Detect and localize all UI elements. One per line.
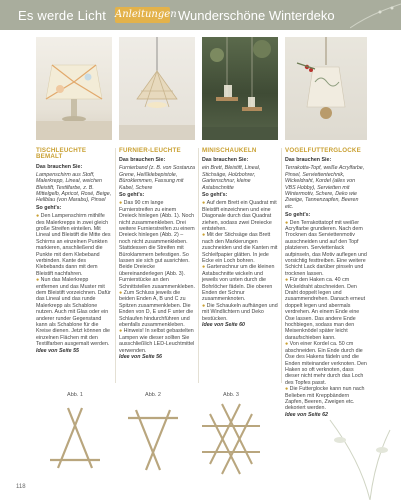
photo-mini-swings [202, 37, 278, 140]
page-number: 118 [16, 484, 26, 490]
materials-list: ein Brett, Bleistift, Lineal, Stichsäge, Holzbohrer, Gartenschnur, kleine Astabschnitte [202, 165, 261, 191]
bullet-icon: ● [119, 200, 124, 207]
idea-reference: Idee von Seite 55 [36, 347, 79, 354]
column-divider [115, 148, 116, 383]
column-divider [198, 148, 199, 383]
howto-label: So geht's: [285, 211, 311, 218]
bullet-icon: ● [202, 264, 207, 271]
bullet-icon: ● [119, 290, 124, 297]
photo-veneer-lamp [119, 37, 195, 140]
step: ● Die Futterglocke kann nun nach Belieben mit Kreppbändern Zapfen, Beeren, Zweigen etc. dekoriert werden. [285, 386, 365, 412]
photo-table-lamp [36, 37, 112, 140]
figure-3 [196, 392, 266, 472]
step: ● Hinweis! In selbst gebastelten Lampen wie dieser sollten Sie ausschließlich LED-Leuchtmittel verwenden. [119, 328, 195, 354]
step: ● Zum Schluss jeweils die beiden Enden A, B und C zu Spitzen zusammenkleben. Die Enden von D, E und F unter die Schlaufen hindurchführen und ebenfalls zusammenkleben. [119, 290, 194, 329]
howto-label: So geht's: [119, 192, 145, 199]
photo-bird-feeder-bell [285, 37, 367, 140]
column-title: FURNIER-LEUCHTE [119, 147, 181, 154]
header-right-title: Wunderschöne Winterdeko [178, 8, 335, 23]
figure-caption: Abb. 1 [67, 392, 83, 398]
step: ● Für den Haken ca. 40 cm Wickeldraht abschneiden. Den Draht doppelt legen und zusammendrehen. Danach erneut doppelt legen und abermals verdrehen. An einem Ende eine Öse lassen. Das andere Ende hochbiegen, sodass man den Meisenknödel später leicht daraufschieben kann. [285, 277, 366, 341]
page-header [0, 0, 401, 30]
instruction-column-veneer-lamp [119, 148, 195, 362]
materials-list: Furnierband (z. B. von Sostanza Grene, Heißklebepistole, Büroklemmen, Fassung mit Kabel, Schere [119, 165, 195, 191]
step: ● Die Schaukeln aufhängen und mit Windlichtern und Deko bestücken. [202, 302, 278, 322]
bullet-icon: ● [285, 386, 290, 393]
bullet-icon: ● [285, 277, 290, 284]
howto-label: So geht's: [36, 205, 62, 212]
bullet-icon: ● [285, 341, 290, 348]
bullet-icon: ● [36, 213, 41, 220]
step: ● Auf dem Brett ein Quadrat mit Bleistift einzeichnen und eine Diagonale durch das Quadrat ziehen, sodass zwei Dreiecke entstehen. [202, 200, 277, 232]
triangle-diagram-icon [40, 400, 110, 480]
step: ● Den Lampenschirm mithilfe des Malerkrepps in zwei gleich große Streifen einteilen. Mit Lineal und Bleistift die Mitte des Schirms an einzelnen Punkten markieren, anschließend die Punkte mit dem Klebeband verbinden. Kante des Klebebands dann mit dem Bleistift nachfahren. [36, 213, 111, 277]
figure-1 [40, 392, 110, 472]
materials-label: Das brauchen Sie: [285, 157, 332, 164]
idea-reference: Idee von Seite 60 [202, 322, 245, 329]
figure-2 [118, 392, 188, 472]
figure-caption: Abb. 2 [145, 392, 161, 398]
step: ● Den Terrakottatopf mit weißer Acrylfarbe grundieren. Nach dem Trocknen das Serviettenmotiv ausschneiden und auf den Topf platzieren. Serviettenlack aufpinseln, das Motiv auflegen und vorsichtig festtreiben. Eine weitere Schicht Lack darüber pinseln und trocknen lassen. [285, 219, 367, 277]
header-left-title: Es werde Licht [18, 8, 107, 23]
bullet-icon: ● [202, 232, 207, 239]
anleitungen-badge: Anleitungen [115, 7, 170, 23]
step: ● Mit der Stichsäge das Brett nach den Markierungen zuschneiden und die Kanten mit Schleifpapier glätten. In jede Ecke ein Loch bohren. [202, 232, 278, 264]
bullet-icon: ● [119, 328, 124, 335]
instruction-column-mini-swings [202, 148, 278, 330]
column-title: MINISCHAUKELN [202, 147, 257, 154]
idea-reference: Idee von Seite 56 [119, 354, 162, 361]
column-title: VOGELFUTTERGLOCKE [285, 147, 361, 154]
instruction-column-bird-feeder [285, 148, 367, 420]
step: ● Nun das Malerkrepp entfernen und das Muster mit dem Bleistift vorzeichnen. Dafür das Lineal und das runde Malerkrepp als Schablone nutzen. Auch mit Glas oder ein anderer runder Gegenstand kann als Schablone für die Kreise dienen. Jetzt können die einzelnen Flächen mit den Textilfarben ausgemalt werden. [36, 277, 111, 348]
materials-list: Lampenschirm aus Stoff, Malerkrepp, Lineal, weichen Bleistift, Textilfarbe, z. B. Mittelgelb, Apricot, Rosé, Beige, Hellblau (von Marabu), Pinsel [36, 171, 112, 204]
idea-reference: Idee von Seite 62 [285, 411, 328, 418]
instruction-column-table-lamp [36, 148, 112, 356]
bullet-icon: ● [202, 302, 207, 309]
bullet-icon: ● [285, 219, 290, 226]
star-diagram-icon [196, 400, 266, 480]
plant-decoration-icon [300, 400, 395, 500]
step: ● Das 90 cm lange Furnierstreifen zu einem Dreieck hinlegen (Abb. 1). Noch nicht zusammenkleben. Drei weitere Furnierstreifen zu einem Dreieck hinlegen (Abb. 2) – noch nicht zusammenkleben. Stattdessen die Streifen mit Büroklammern befestigen. So lassen sie sich gut ausrichten. Beide Dreiecke übereinanderlegen (Abb. 3). Furnierstücke an den Schnittstellen zusammenkleben. [119, 200, 195, 290]
bullet-icon: ● [36, 277, 41, 284]
column-divider [281, 148, 282, 383]
figure-caption: Abb. 3 [223, 392, 239, 398]
materials-label: Das brauchen Sie: [36, 163, 83, 170]
materials-label: Das brauchen Sie: [202, 157, 249, 164]
materials-label: Das brauchen Sie: [119, 157, 166, 164]
column-title: TISCHLEUCHTE BEMALT [36, 147, 87, 161]
howto-label: So geht's: [202, 192, 228, 199]
bullet-icon: ● [202, 200, 207, 207]
step: ● Gartenschnur um die kleinen Astabschnitte wickeln und jeweils von unten durch die Bohrlöcher fädeln. Die oberen Enden der Schnur zusammenknoten. [202, 264, 275, 303]
triangle-diagram-icon [118, 400, 188, 480]
branch-decoration-icon [350, 0, 401, 30]
step: ● Von einer Kordel ca. 50 cm abschneiden. Ein Ende durch die Öse des Hakens fädeln und die Enden miteinander verknoten. Den Haken so oft verknoten, dass dieser nicht mehr durch das Loch des Topfes passt. [285, 341, 367, 386]
materials-list: Terrakotta-Topf, weiße Acrylfarbe, Pinsel, Serviettentechnik, Wickeldraht, Kordel (alles von VBS Hobby), Servietten mit Wintermotiv, Schere, Deko wie Zweige, Tannenzapfen, Beeren etc. [285, 165, 365, 210]
